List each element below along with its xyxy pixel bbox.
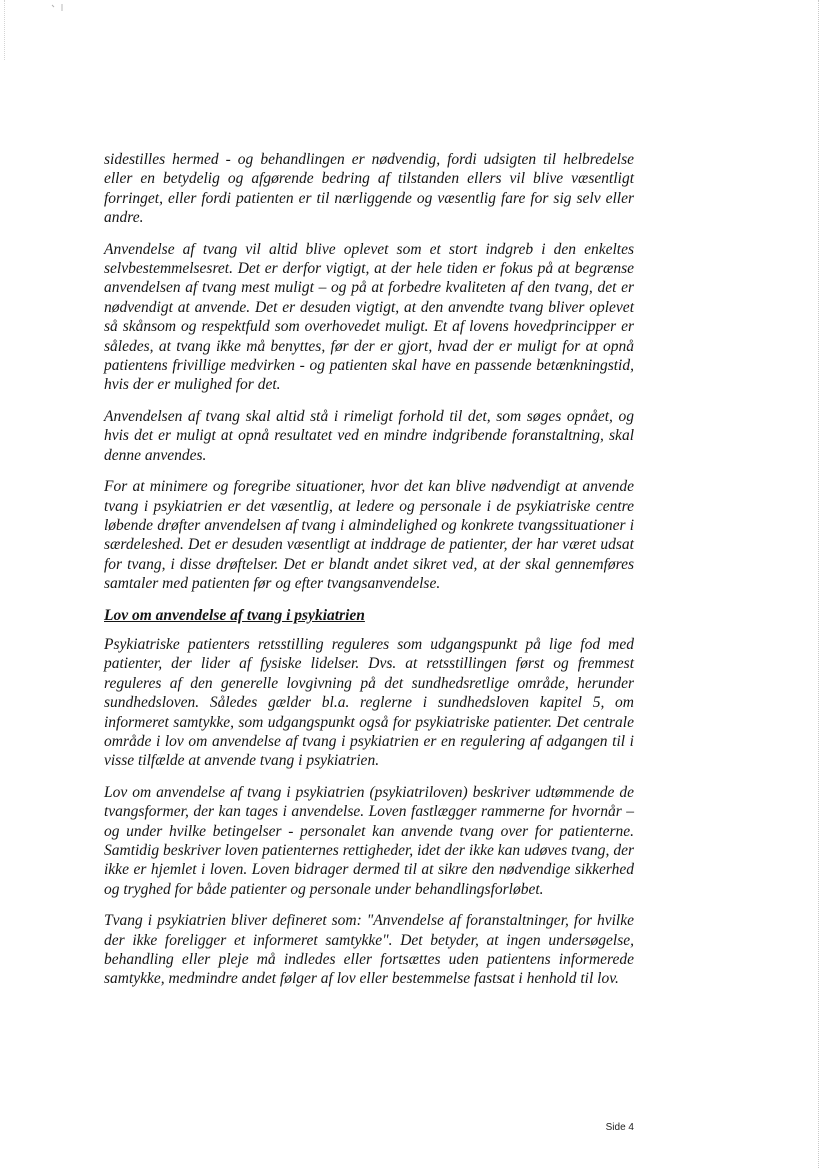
scan-edge-right (818, 0, 820, 1168)
paragraph-self-determination: Anvendelse af tvang vil altid blive oplevet som et stort indgreb i den enkeltes selvbestemmelsesret. Det er derfor vigtigt, at der hele tiden er fokus på at begrænse anvendelsen af tvang mest muligt – og på at forbedre kvaliteten af den tvang, det er nødvendigt at anvende. Det er desuden vigtigt, at den anvendte tvang bliver oplevet så skånsom og respektfuld som overhovedet muligt. Et af lovens hovedprincipper er således, at tvang ikke må benyttes, før der er gjort, hvad der er muligt for at opnå patientens frivillige medvirken - og patienten skal have en passende betænkningstid, hvis der er mulighed for det. (104, 240, 634, 394)
page-number: Side 4 (605, 1122, 634, 1133)
scan-edge-left (4, 0, 6, 60)
scan-speck-icon (48, 2, 68, 16)
paragraph-intro-continued: sidestilles hermed - og behandlingen er nødvendig, fordi udsigten til helbredelse eller en betydelig og afgørende bedring af tilstanden ellers vil blive væsentligt forringet, eller fordi patienten er til nærliggende og væsentlig fare for sig selv eller andre. (104, 151, 634, 227)
paragraph-coercion-definition: Tvang i psykiatrien bliver defineret som: "Anvendelse af foranstaltninger, for hvilke der ikke foreligger et informeret samtykke". Det betyder, at ingen undersøgelse, behandling eller pleje må indledes eller fortsættes uden patientens informerede samtykke, medmindre andet følger af lov eller bestemmelse fastsat i henhold til lov. (104, 912, 634, 988)
paragraph-minimize-coercion: For at minimere og foregribe situationer, hvor det kan blive nødvendigt at anvende tvang i psykiatrien er det væsentlig, at ledere og personale i de psykiatriske centre løbende drøfter anvendelsen af tvang i almindelighed og konkrete tvangssituationer i særdeleshed. Det er desuden væsentligt at inddrage de patienter, der har været udsat for tvang, i disse drøftelser. Det er blandt andet sikret ved, at der skal gennemføres samtaler med patienten før og efter tvangsanvendelse. (104, 478, 634, 593)
paragraph-psychiatry-act: Lov om anvendelse af tvang i psykiatrien (psykiatriloven) beskriver udtømmende de tvangsformer, der kan tages i anvendelse. Loven fastlægger rammerne for hvornår – og under hvilke betingelser - personalet kan anvende tvang over for patienterne. Samtidig beskriver loven patienternes rettigheder, idet der ikke kan udøves tvang, der ikke er hjemlet i loven. Loven bidrager dermed til at sikre den nødvendige sikkerhed og tryghed for både patienter og personale under behandlingsforløbet. (104, 783, 634, 898)
section-heading: Lov om anvendelse af tvang i psykiatrien (104, 606, 365, 624)
document-body (104, 150, 634, 1001)
paragraph-proportionality: Anvendelsen af tvang skal altid stå i rimeligt forhold til det, som søges opnået, og hvis det er muligt at opnå resultatet ved en mindre indgribende foranstaltning, skal denne anvendes. (104, 407, 634, 464)
paragraph-legal-status: Psykiatriske patienters retsstilling reguleres som udgangspunkt på lige fod med patienter, der lider af fysiske lidelser. Dvs. at retsstillingen først og fremmest reguleres af den generelle lovgivning på det sundhedsretlige område, herunder sundhedsloven. Således gælder bl.a. reglerne i sundhedsloven kapitel 5, om informeret samtykke, som udgangspunkt også for psykiatriske patienter. Det centrale område i lov om anvendelse af tvang i psykiatrien er en regulering af adgangen til i visse tilfælde at anvende tvang i psykiatrien. (104, 635, 634, 770)
